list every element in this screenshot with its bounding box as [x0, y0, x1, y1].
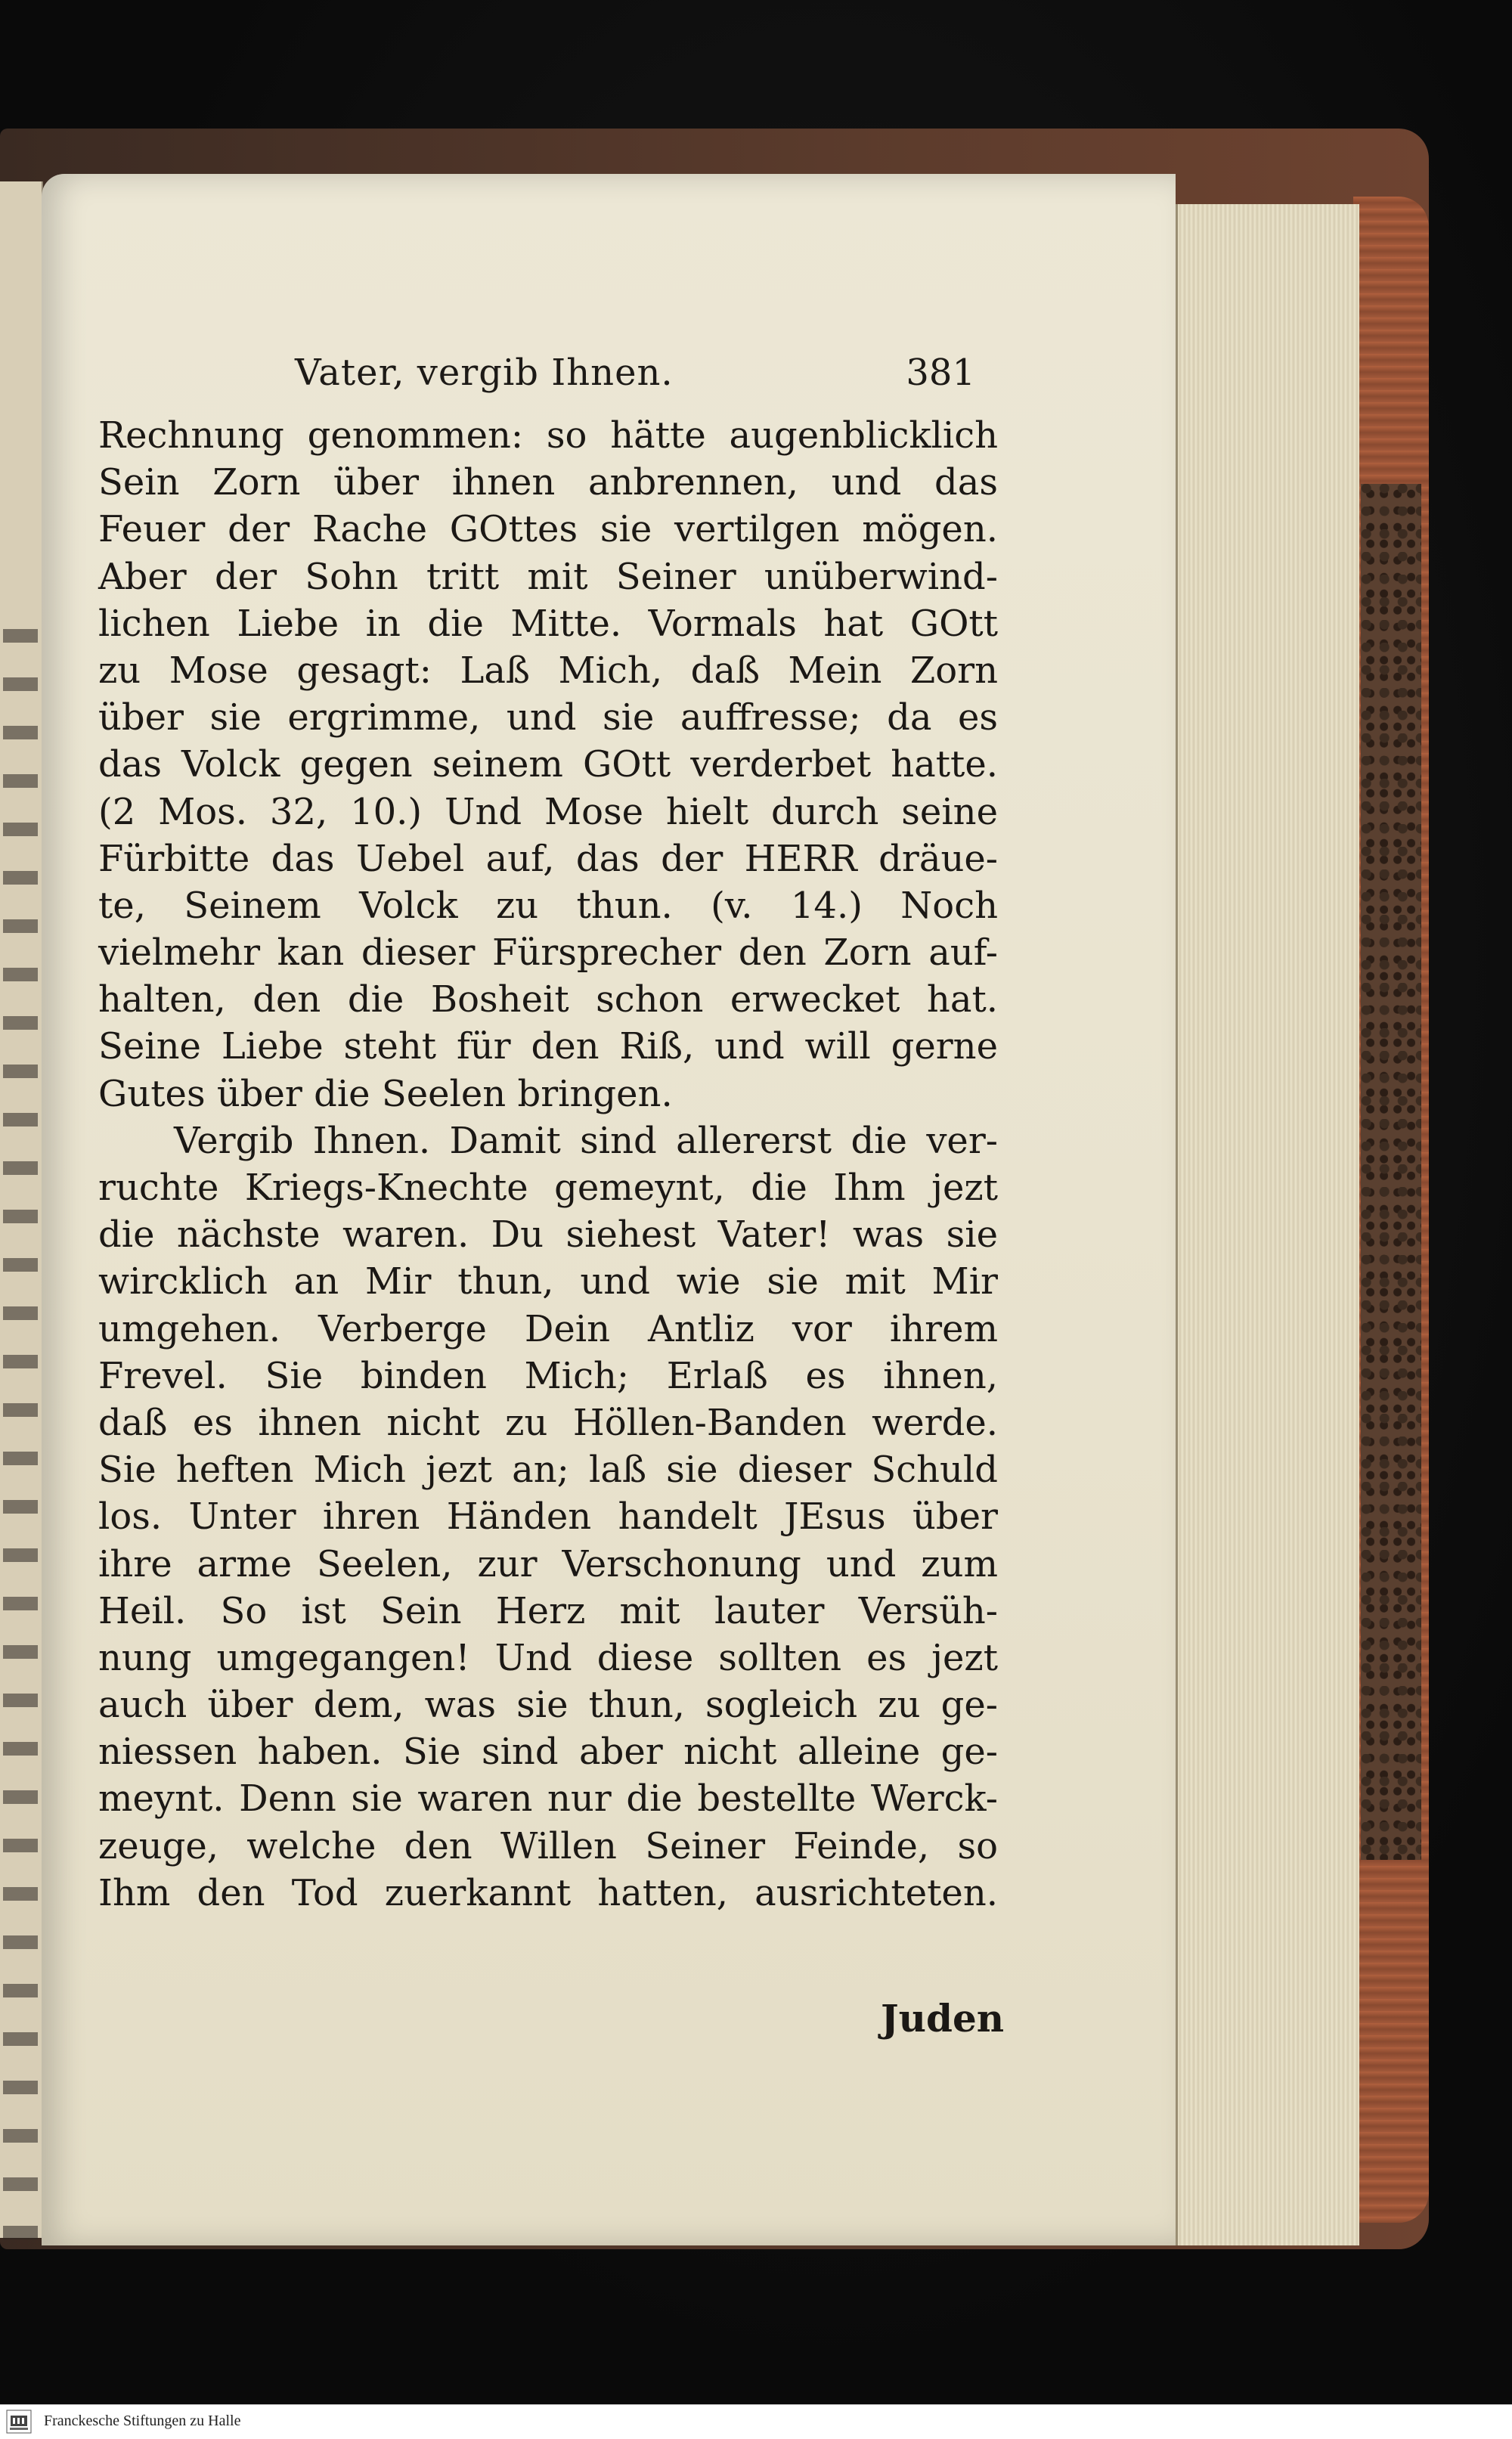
text-line: zeuge, welche den Willen Seiner Feinde, so: [98, 1824, 998, 1867]
text-line: Aber der Sohn tritt mit Seiner unüberwind-: [98, 555, 998, 598]
text-line: meynt. Denn sie waren nur die bestellte Werck-: [98, 1777, 998, 1821]
text-line: umgehen. Verberge Dein Antliz vor ihrem: [98, 1307, 998, 1350]
running-title: Vater, vergib Ihnen.: [295, 352, 674, 394]
text-line: vielmehr kan dieser Fürsprecher den Zorn auf-: [98, 931, 998, 975]
text-line: auch über dem, was sie thun, sogleich zu ge-: [98, 1684, 998, 1727]
previous-page-edge: [0, 181, 43, 2238]
text-line: Seine Liebe steht für den Riß, und will gerne: [98, 1025, 998, 1068]
footer-bar: [0, 2404, 1512, 2439]
text-line: über sie ergrimme, und sie auffresse; da es: [98, 696, 998, 739]
text-line: ruchte Kriegs-Knechte gemeynt, die Ihm jezt: [98, 1167, 998, 1209]
text-line: nung umgegangen! Und diese sollten es jezt: [98, 1636, 998, 1679]
text-line: Feuer der Rache GOttes sie vertilgen mögen.: [98, 508, 998, 551]
text-line: los. Unter ihren Händen handelt JEsus über: [98, 1495, 998, 1539]
catchword: Juden: [881, 1996, 1005, 2041]
text-line: wircklich an Mir thun, und wie sie mit Mir: [98, 1260, 998, 1303]
text-line: Fürbitte das Uebel auf, das der HERR dräue-: [98, 837, 998, 880]
text-line: zu Mose gesagt: Laß Mich, daß Mein Zorn: [98, 649, 998, 692]
cover-marbled-edge: [1361, 484, 1421, 1860]
text-line: te, Seinem Volck zu thun. (v. 14.) Noch: [98, 884, 998, 927]
text-line: (2 Mos. 32, 10.) Und Mose hielt durch seine: [98, 790, 998, 833]
text-line: die nächste waren. Du siehest Vater! was sie: [98, 1213, 998, 1257]
text-line: Sein Zorn über ihnen anbrennen, und das: [98, 461, 998, 504]
text-line: daß es ihnen nicht zu Höllen-Banden werde.: [98, 1401, 998, 1444]
text-line: halten, den die Bosheit schon erwecket hat.: [98, 978, 998, 1021]
text-line: Ihm den Tod zuerkannt hatten, ausrichteten.: [98, 1871, 998, 1914]
institution-logo-icon: [6, 2410, 32, 2434]
previous-page-text-fragment: [3, 605, 38, 2268]
text-line: das Volck gegen seinem GOtt verderbet hatte.: [98, 743, 998, 786]
body-text: [98, 412, 998, 1917]
text-line: Frevel. Sie binden Mich; Erlaß es ihnen,: [98, 1354, 998, 1397]
page-header: [249, 352, 975, 404]
text-line-paragraph-start: Vergib Ihnen. Damit sind allererst die ver-: [174, 1119, 998, 1162]
text-line: Sie heften Mich jezt an; laß sie dieser Schuld: [98, 1449, 998, 1492]
text-line: ihre arme Seelen, zur Verschonung und zum: [98, 1542, 998, 1585]
text-line: Rechnung genommen: so hätte augenblicklich: [98, 414, 998, 457]
page-block-edges: [1176, 204, 1359, 2245]
text-line: Heil. So ist Sein Herz mit lauter Versüh-: [98, 1589, 998, 1632]
page-number: 381: [906, 352, 975, 394]
text-line: niessen haben. Sie sind aber nicht alleine ge-: [98, 1731, 998, 1774]
text-line: Gutes über die Seelen bringen.: [98, 1072, 673, 1115]
institution-name: Franckesche Stiftungen zu Halle: [44, 2413, 241, 2429]
text-line: lichen Liebe in die Mitte. Vormals hat GOtt: [98, 602, 998, 645]
